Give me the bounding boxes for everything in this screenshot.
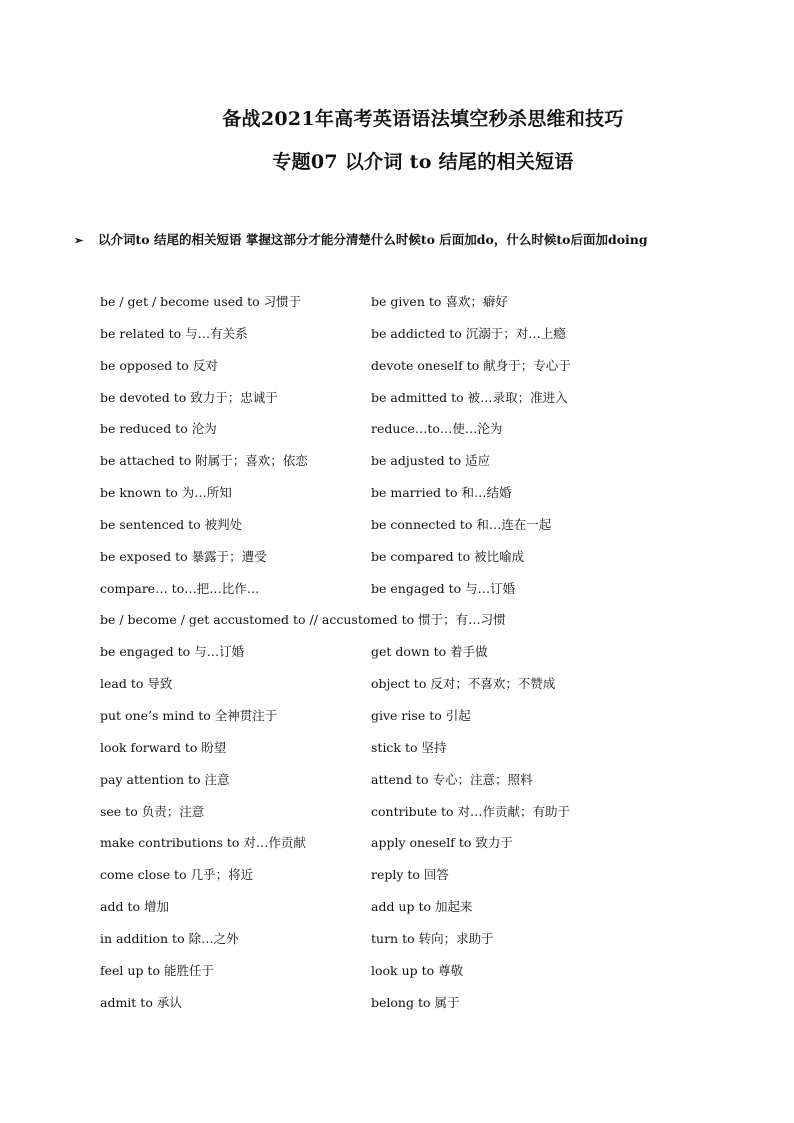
- document-subtitle: 专题07 以介词 to 结尾的相关短语: [272, 151, 574, 173]
- section-heading-text: 以介词to 结尾的相关短语 掌握这部分才能分清楚什么时候to 后面加do，什么时候to后面加doing: [98, 232, 648, 247]
- phrase-row: [100, 547, 760, 579]
- phrase-right: be admitted to 被…录取；准进入: [371, 389, 568, 405]
- phrase-left: in addition to 除…之外: [100, 930, 239, 946]
- phrase-right: apply oneself to 致力于: [371, 835, 513, 851]
- phrase-row: [100, 674, 760, 706]
- phrase-row: [100, 642, 760, 674]
- phrase-left: feel up to 能胜任于: [100, 962, 214, 978]
- phrase-left: be attached to 附属于；喜欢；依恋: [100, 453, 308, 469]
- phrase-row: [100, 419, 760, 451]
- phrase-right: attend to 专心；注意；照料: [371, 771, 533, 787]
- phrase-right: get down to 着手做: [371, 644, 488, 660]
- phrase-left: be / get / become used to 习惯于: [100, 294, 302, 309]
- document-title: 备战2021年高考英语语法填空秒杀思维和技巧: [222, 108, 624, 130]
- phrase-right: devote oneself to 献身于；专心于: [371, 357, 571, 373]
- phrase-left: be engaged to 与…订婚: [100, 644, 245, 660]
- phrase-left: lead to 导致: [100, 676, 173, 692]
- phrase-left: be related to 与…有关系: [100, 325, 248, 341]
- phrase-row: [100, 356, 760, 388]
- phrase-right: be connected to 和…连在一起: [371, 516, 552, 532]
- phrase-right: be married to 和…结婚: [371, 485, 512, 501]
- phrase-right: be engaged to 与…订婚: [371, 580, 516, 596]
- phrase-left: see to 负责；注意: [100, 803, 205, 819]
- phrase-right: belong to 属于: [371, 994, 460, 1010]
- phrase-right: give rise to 引起: [371, 707, 471, 723]
- phrase-left: be reduced to 沦为: [100, 421, 217, 437]
- phrase-row: [100, 610, 760, 642]
- phrase-row: [100, 993, 760, 1025]
- phrase-row: [100, 292, 760, 324]
- phrase-row: [100, 451, 760, 483]
- phrase-right: turn to 转向；求助于: [371, 930, 494, 946]
- phrase-row: [100, 515, 760, 547]
- phrase-left: be opposed to 反对: [100, 357, 218, 373]
- phrase-row: [100, 833, 760, 865]
- phrase-right: object to 反对；不喜欢；不赞成: [371, 676, 556, 692]
- arrow-bullet-icon: ➢: [74, 234, 84, 247]
- phrase-right: be addicted to 沉溺于；对…上瘾: [371, 325, 566, 341]
- phrase-row: [100, 897, 760, 929]
- phrase-row: [100, 579, 760, 611]
- section-heading: [74, 230, 774, 248]
- phrase-row: [100, 961, 760, 993]
- phrase-left: put one’s mind to 全神贯注于: [100, 707, 278, 723]
- phrase-right: contribute to 对…作贡献；有助于: [371, 803, 571, 819]
- phrase-left: pay attention to 注意: [100, 771, 230, 787]
- phrase-right: stick to 坚持: [371, 739, 447, 755]
- phrase-row: [100, 324, 760, 356]
- phrase-right: reply to 回答: [371, 867, 449, 883]
- phrase-right: be compared to 被比喻成: [371, 548, 525, 564]
- phrase-left: compare… to…把…比作…: [100, 580, 260, 596]
- phrase-row: [100, 929, 760, 961]
- phrase-left: be devoted to 致力于；忠诚于: [100, 389, 278, 405]
- phrase-left: add to 增加: [100, 899, 169, 915]
- phrase-right: be adjusted to 适应: [371, 453, 491, 469]
- phrase-list: [100, 292, 760, 1024]
- phrase-right: be given to 喜欢；癖好: [371, 294, 508, 309]
- phrase-row: [100, 483, 760, 515]
- phrase-row: [100, 865, 760, 897]
- phrase-row: [100, 770, 760, 802]
- phrase-row: [100, 706, 760, 738]
- phrase-row: [100, 802, 760, 834]
- phrase-left: be sentenced to 被判处: [100, 516, 243, 532]
- phrase-left: admit to 承认: [100, 994, 182, 1010]
- phrase-row: [100, 388, 760, 420]
- phrase-right: reduce…to…使…沦为: [371, 421, 503, 437]
- phrase-right: add up to 加起来: [371, 899, 473, 915]
- phrase-left: be known to 为…所知: [100, 485, 232, 501]
- phrase-right: look up to 尊敬: [371, 962, 464, 978]
- phrase-left: be / become / get accustomed to // accustomed to 惯于；有…习惯: [100, 612, 506, 628]
- phrase-row: [100, 738, 760, 770]
- phrase-left: make contributions to 对…作贡献: [100, 835, 306, 851]
- phrase-left: be exposed to 暴露于；遭受: [100, 548, 267, 564]
- phrase-left: come close to 几乎；将近: [100, 867, 254, 883]
- phrase-left: look forward to 盼望: [100, 739, 227, 755]
